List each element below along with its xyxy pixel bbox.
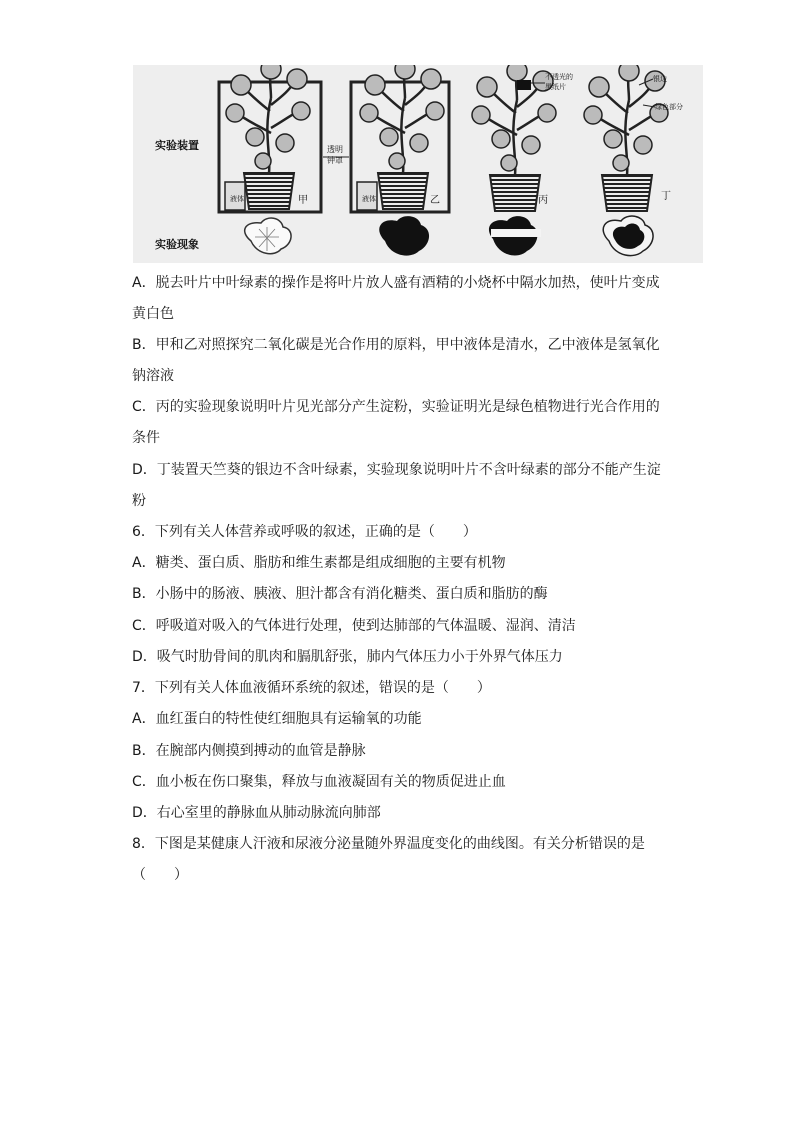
bell-label-1: 透明: [327, 145, 343, 154]
bell-label-2: 钟罩: [327, 156, 343, 165]
setup-yi: [351, 65, 449, 212]
result-bing: [489, 216, 541, 255]
liquid-label-yi: 液体: [362, 195, 376, 203]
opaque-label-2: 黑纸片: [545, 83, 566, 91]
silver-label: 银边: [653, 75, 667, 83]
q7-option-d: D．右心室里的静脉血从肺动脉流向肺部: [132, 805, 381, 821]
label-jia: 甲: [298, 195, 308, 206]
q7-option-b: B．在腕部内侧摸到搏动的血管是静脉: [132, 743, 366, 759]
q7-option-a: A．血红蛋白的特性使红细胞具有运输氧的功能: [132, 711, 422, 727]
option-a-line2: 黄白色: [132, 306, 174, 322]
row-label-result: 实验现象: [155, 238, 199, 251]
q6-option-c: C．呼吸道对吸入的气体进行处理，使到达肺部的气体温暖、湿润、清洁: [132, 618, 576, 634]
option-d-line2: 粉: [132, 493, 146, 509]
option-c-line1: C．丙的实验现象说明叶片见光部分产生淀粉，实验证明光是绿色植物进行光合作用的: [132, 399, 660, 415]
question-7: 7．下列有关人体血液循环系统的叙述，错误的是（ ）: [132, 680, 491, 696]
label-ding: 丁: [661, 191, 671, 202]
q6-option-b: B．小肠中的肠液、胰液、胆汁都含有消化糖类、蛋白质和脂肪的酶: [132, 586, 548, 602]
q6-option-d: D．吸气时肋骨间的肌肉和膈肌舒张，肺内气体压力小于外界气体压力: [132, 649, 563, 665]
result-yi: [379, 216, 429, 256]
option-c-line2: 条件: [132, 430, 160, 446]
liquid-label-jia: 液体: [230, 195, 244, 203]
opaque-label-1: 不透光的: [545, 73, 573, 81]
setup-jia: [219, 65, 321, 212]
option-b-line1: B．甲和乙对照探究二氧化碳是光合作用的原料，甲中液体是清水，乙中液体是氢氧化: [132, 337, 660, 353]
experiment-figure: [133, 65, 703, 263]
option-a-line1: A．脱去叶片中叶绿素的操作是将叶片放人盛有酒精的小烧杯中隔水加热，使叶片变成: [132, 275, 660, 291]
row-label-device: 实验装置: [155, 139, 199, 152]
result-jia: [245, 218, 291, 254]
question-8: 8．下图是某健康人汗液和尿液分泌量随外界温度变化的曲线图。有关分析错误的是: [132, 836, 645, 852]
result-ding: [603, 216, 653, 256]
question-6: 6．下列有关人体营养或呼吸的叙述，正确的是（ ）: [132, 524, 477, 540]
question-8-bracket: （ ）: [132, 867, 188, 883]
label-yi: 乙: [430, 195, 440, 206]
experiment-illustration: [133, 65, 703, 263]
q7-option-c: C．血小板在伤口聚集，释放与血液凝固有关的物质促进止血: [132, 774, 506, 790]
green-label: 绿色部分: [655, 103, 683, 111]
option-b-line2: 钠溶液: [132, 368, 174, 384]
setup-ding: [584, 65, 683, 211]
label-bing: 丙: [538, 195, 548, 206]
option-d-line1: D．丁装置天竺葵的银边不含叶绿素，实验现象说明叶片不含叶绿素的部分不能产生淀: [132, 462, 661, 478]
setup-bing: [472, 65, 573, 211]
q6-option-a: A．糖类、蛋白质、脂肪和维生素都是组成细胞的主要有机物: [132, 555, 506, 571]
